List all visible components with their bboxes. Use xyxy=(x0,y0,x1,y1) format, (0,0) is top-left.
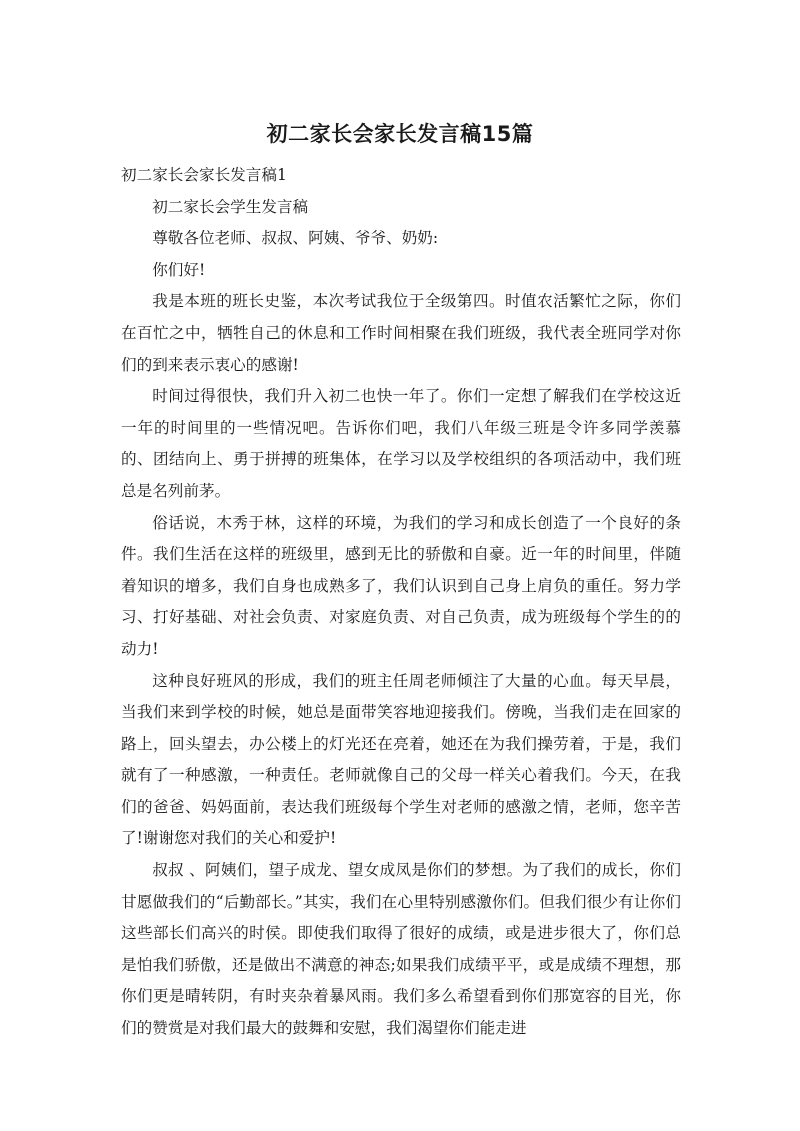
paragraph: 我是本班的班长史鉴，本次考试我位于全级第四。时值农活繁忙之际，你们在百忙之中，牺牲自己的休息和工作时间相聚在我们班级，我代表全班同学对你们的到来表示衷心的感谢! xyxy=(121,292,681,374)
paragraph: 这种良好班风的形成，我们的班主任周老师倾注了大量的心血。每天早晨，当我们来到学校的时候，她总是面带笑容地迎接我们。傍晚，当我们走在回家的路上，回头望去，办公楼上的灯光还在亮着，她还在为我们操劳着，于是，我们就有了一种感激，一种责任。老师就像自己的父母一样关心着我们。今天，在我们的爸爸、妈妈面前，表达我们班级每个学生对老师的感激之情，老师，您辛苦了!谢谢您对我们的关心和爱护! xyxy=(121,671,681,848)
paragraph: 尊敬各位老师、叔叔、阿姨、爷爷、奶奶: xyxy=(152,229,439,248)
paragraph: 时间过得很快，我们升入初二也快一年了。你们一定想了解我们在学校这近一年的时间里的一些情况吧。告诉你们吧，我们八年级三班是令许多同学羡慕的、团结向上、勇于拼搏的班集体，在学习以及学校组织的各项活动中，我们班总是名列前茅。 xyxy=(121,387,681,500)
paragraph: 你们好! xyxy=(152,260,206,279)
document-body xyxy=(121,160,681,1045)
section-heading: 初二家长会家长发言稿1 xyxy=(121,166,287,184)
paragraph: 俗话说，木秀于林，这样的环境，为我们的学习和成长创造了一个良好的条件。我们生活在这样的班级里，感到无比的骄傲和自豪。近一年的时间里，伴随着知识的增多，我们自身也成熟多了，我们认识到自己身上肩负的重任。努力学习、打好基础、对社会负责、对家庭负责、对自己负责，成为班级每个学生的的动力! xyxy=(121,513,681,658)
paragraph: 初二家长会学生发言稿 xyxy=(152,197,309,216)
document-title: 初二家长会家长发言稿15篇 xyxy=(266,122,534,146)
paragraph: 叔叔 、阿姨们，望子成龙、望女成凤是你们的梦想。为了我们的成长，你们甘愿做我们的“后勤部长。”其实，我们在心里特别感激你们。但我们很少有让你们这些部长们高兴的时侯。即使我们取得了很好的成绩，或是进步很大了，你们总是怕我们骄傲，还是做出不满意的神态;如果我们成绩平平，或是成绩不理想，那你们更是晴转阴，有时夹杂着暴风雨。我们多么希望看到你们那宽容的目光，你们的赞赏是对我们最大的鼓舞和安慰，我们渴望你们能走进 xyxy=(121,861,681,1038)
